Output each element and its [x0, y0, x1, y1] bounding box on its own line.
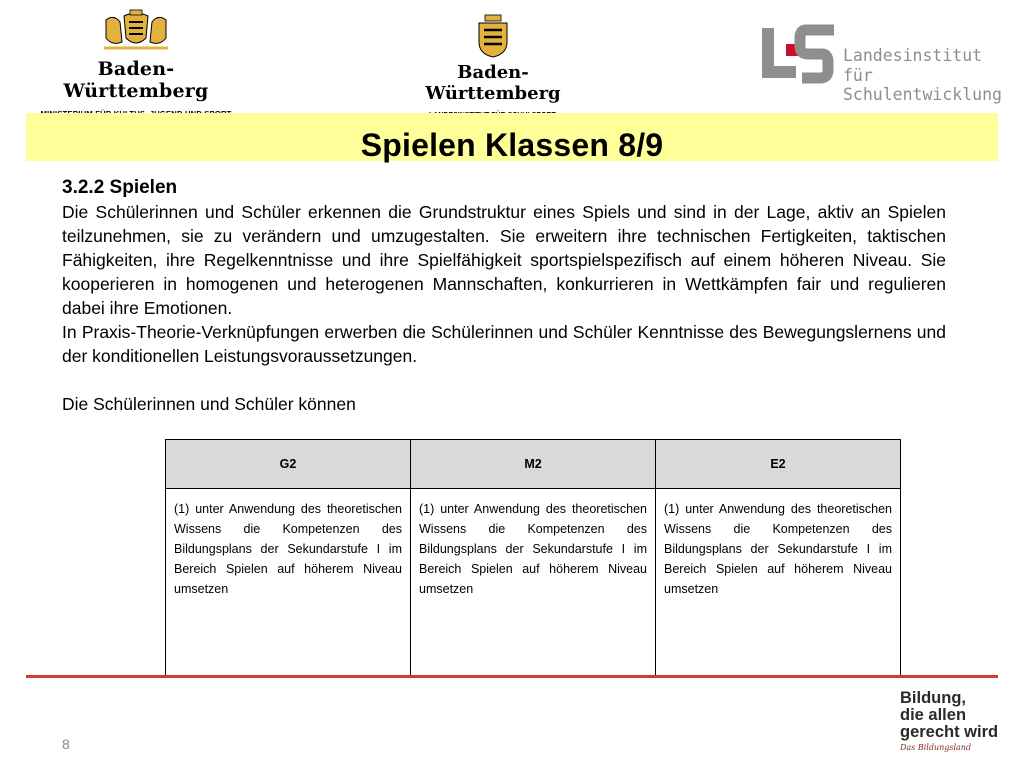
lis-letters-icon: [760, 24, 840, 84]
section-lead-in: Die Schülerinnen und Schüler können: [62, 394, 356, 414]
logo-lis-line1: Landesinstitut: [843, 46, 983, 65]
title-band: [26, 113, 998, 161]
table-cell-m2: (1) unter Anwendung des theoretischen Wissens die Kompetenzen des Bildungsplans der Sekundarstufe I im Bereich Spielen auf höherem Niveau umsetzen: [411, 489, 656, 678]
table-header-e2: E2: [656, 440, 901, 489]
spacer: [62, 368, 946, 392]
footer-logo-line3: gerecht wird: [900, 723, 999, 741]
logo-ministry: [26, 8, 246, 102]
footer-logo-tagline: Das Bildungsland: [900, 743, 972, 752]
section-paragraph-1: Die Schülerinnen und Schüler erkennen die Grundstruktur eines Spiels und sind in der Lage, aktiv an Spielen teilzunehmen, sie zu verändern und umzugestalten. Sie erweitern ihre technischen Fertigkeiten, taktischen Fähigkeiten, ihre Regelkenntnisse und ihre Spielfähigkeit sportspielspezifisch auf einem höheren Niveau. Sie kooperieren in homogenen und heterogenen Mannschaften, konkurrieren in Wettkämpfen fair und regulieren dabei ihre Emotionen.: [62, 202, 946, 318]
state-coat-of-arms-icon: [96, 8, 176, 52]
table-header-g2: G2: [166, 440, 411, 489]
table-cell-g2: (1) unter Anwendung des theoretischen Wissens die Kompetenzen des Bildungsplans der Sekundarstufe I im Bereich Spielen auf höherem Niveau umsetzen: [166, 489, 411, 678]
table-row: [166, 489, 901, 678]
logo-institute-name: Baden-Württemberg: [425, 62, 561, 104]
section-heading: 3.2.2 Spielen: [62, 177, 178, 198]
logo-institute-sport: [393, 14, 593, 106]
table-cell-e2: (1) unter Anwendung des theoretischen Wissens die Kompetenzen des Bildungsplans der Sekundarstufe I im Bereich Spielen auf höherem Niveau umsetzen: [656, 489, 901, 678]
logo-lis-line2: für Schulentwicklung: [843, 66, 1002, 104]
page-title: Spielen Klassen 8/9: [360, 127, 664, 163]
footer-logo-line2: die allen: [900, 706, 967, 724]
footer-logo-line1: Bildung,: [900, 689, 966, 707]
page-number: 8: [62, 736, 70, 752]
logo-lis: [760, 24, 1010, 104]
table-header-row: [166, 440, 901, 489]
footer-divider: [26, 675, 998, 678]
content-section: [62, 176, 946, 416]
footer-logo: [900, 690, 1010, 752]
section-paragraph-2: In Praxis-Theorie-Verknüpfungen erwerben die Schülerinnen und Schüler Kenntnisse des Bewegungslernens und der konditionellen Leistungsvoraussetzungen.: [62, 322, 946, 366]
competence-table: [165, 439, 901, 678]
shield-coat-of-arms-icon: [473, 14, 513, 58]
logo-ministry-name: Baden-Württemberg: [63, 58, 209, 102]
table-header-m2: M2: [411, 440, 656, 489]
